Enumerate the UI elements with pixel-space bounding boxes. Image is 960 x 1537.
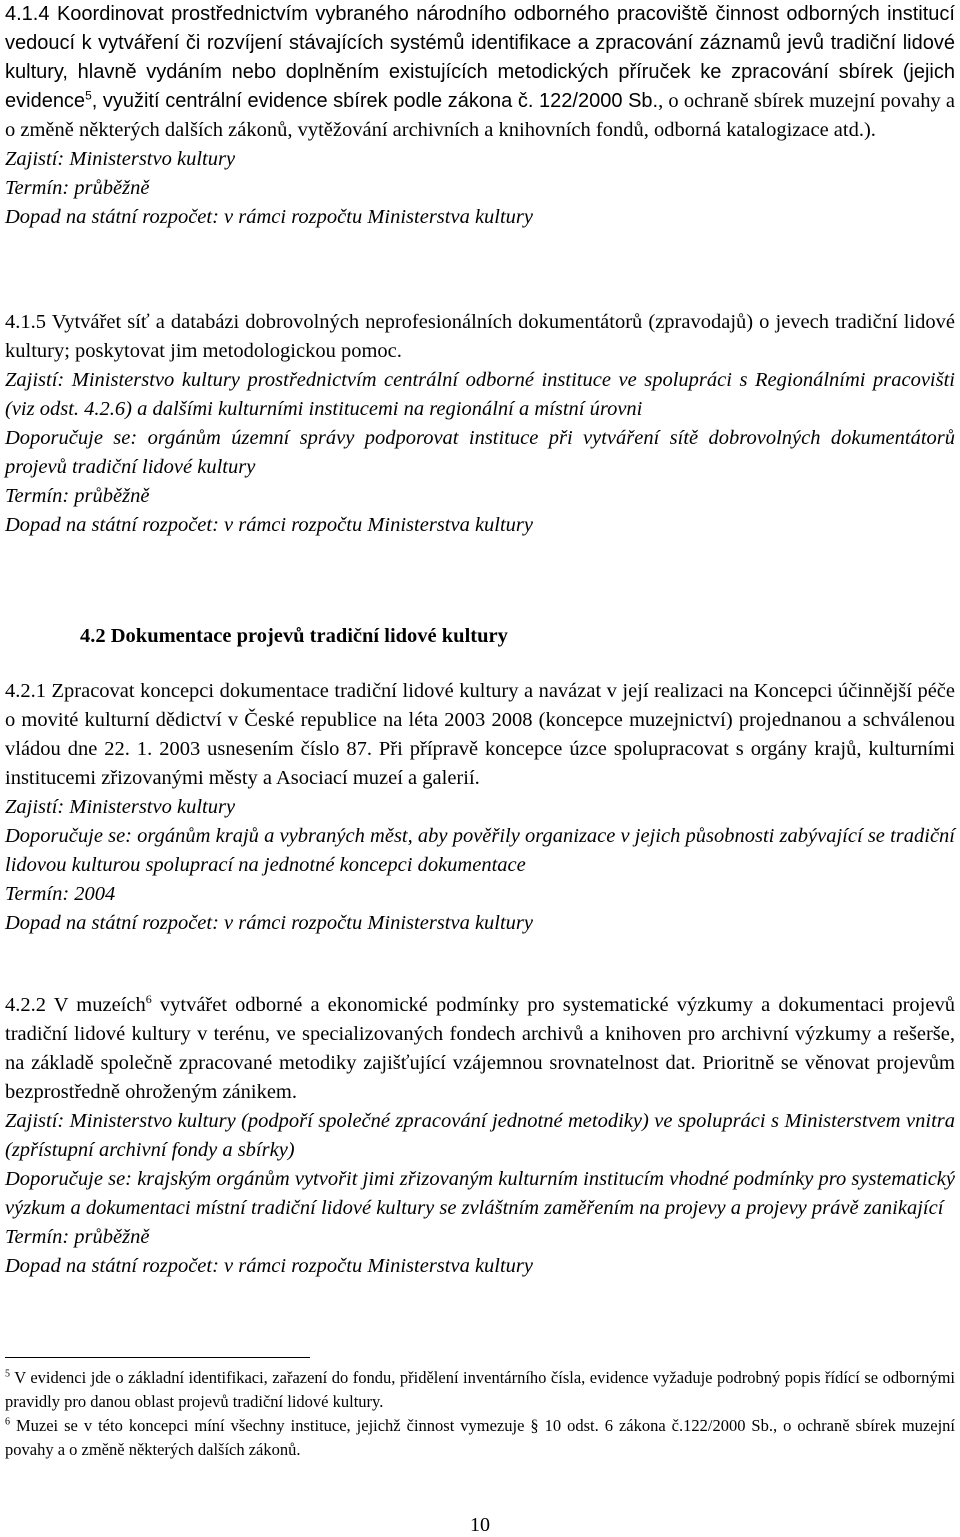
section-4-2-1-zajisti: Zajistí: Ministerstvo kultury [5, 796, 236, 818]
section-4-1-5 [5, 308, 955, 540]
section-4-2-2-zajisti: Zajistí: Ministerstvo kultury (podpoří společné zpracování jednotné metodiky) ve spolupráci s Ministerstvem vnitra (zpřístupní archivní fondy a sbírky) [5, 1110, 955, 1161]
section-4-2-2-dopad: Dopad na státní rozpočet: v rámci rozpočtu Ministerstva kultury [5, 1255, 534, 1277]
footnote-5 [5, 1366, 955, 1414]
section-4-1-5-text: 4.1.5 Vytvářet síť a databázi dobrovolných neprofesionálních dokumentátorů (zpravodajů) o jevech tradiční lidové kultury; poskytovat jim metodologickou pomoc. [5, 311, 955, 362]
section-4-2-1-dopad: Dopad na státní rozpočet: v rámci rozpočtu Ministerstva kultury [5, 912, 534, 934]
footnote-5-text: V evidenci jde o základní identifikaci, zařazení do fondu, přidělení inventárního čísla, evidence vyžaduje podrobný popis řídící se odbornými pravidly pro danou oblast projevů tradiční lidové kultury. [5, 1368, 955, 1411]
section-4-1-5-doporucuje: Doporučuje se: orgánům územní správy podporovat instituce při vytváření sítě dobrovolných dokumentátorů projevů tradiční lidové kultury [5, 427, 955, 478]
footnote-6 [5, 1414, 955, 1462]
section-4-2-1 [5, 677, 955, 938]
section-4-2-2-text [5, 991, 955, 1107]
page-number: 10 [470, 1514, 490, 1536]
section-4-2-2-doporucuje: Doporučuje se: krajským orgánům vytvořit jimi zřizovaným kulturním institucím vhodné podmínky pro systematický výzkum a dokumentaci místní tradiční lidové kultury se zvláštním zaměřením na projevy a projevy právě zanikající [5, 1168, 955, 1219]
section-4-1-4-text [5, 0, 955, 145]
footnote-6-text: Muzei se v této koncepci míní všechny instituce, jejichž činnost vymezuje § 10 odst. 6 zákona č.122/2000 Sb., o ochraně sbírek muzejní povahy a o změně některých dalších zákonů. [5, 1416, 955, 1459]
section-4-1-4-dopad: Dopad na státní rozpočet: v rámci rozpočtu Ministerstva kultury [5, 206, 534, 228]
section-4-2-2 [5, 991, 955, 1281]
section-4-1-5-zajisti: Zajistí: Ministerstvo kultury prostřednictvím centrální odborné instituce ve spolupráci s Regionálními pracovišti (viz odst. 4.2.6) a dalšími kulturními institucemi na regionální a místní úrovni [5, 369, 955, 420]
section-4-2-2-lead: 4.2.2 V muzeích [5, 994, 146, 1016]
section-4-2-2-body: vytvářet odborné a ekonomické podmínky pro systematické výzkumy a dokumentaci projevů tradiční lidové kultury v terénu, ve specializovaných fondech archivů a knihoven pro archivní výzkumy a rešerše, na základě společně zpracované metodiky zajišťující vzájemnou srovnatelnost dat. Prioritně se věnovat projevům bezprostředně ohroženým zánikem. [5, 994, 955, 1103]
section-4-2-2-termin: Termín: průběžně [5, 1226, 150, 1248]
section-4-1-4-part2: , využití centrální evidence sbírek podle zákona č. 122/2000 Sb. [91, 90, 659, 112]
footnote-separator [5, 1357, 310, 1358]
section-4-2-1-termin: Termín: 2004 [5, 883, 116, 905]
section-4-1-4-part3: , o ochraně sbírek muzejní povahy a o změně některých dalších zákonů, vytěžování archivních a knihovních fondů, odborná katalogizace atd.). [5, 90, 955, 141]
section-4-1-5-termin: Termín: průběžně [5, 485, 150, 507]
heading-4-2: 4.2 Dokumentace projevů tradiční lidové kultury [80, 625, 508, 647]
footnote-6-number: 6 [5, 1416, 10, 1428]
section-4-1-4-zajisti: Zajistí: Ministerstvo kultury [5, 148, 236, 170]
section-4-2-1-text: 4.2.1 Zpracovat koncepci dokumentace tradiční lidové kultury a navázat v její realizaci na Koncepci účinnější péče o movité kulturní dědictví v České republice na léta 2003 2008 (koncepce muzejnictví) projednanou a schválenou vládou dne 22. 1. 2003 usnesením číslo 87. Při přípravě koncepce úzce spolupracovat s orgány krajů, kulturními institucemi zřizovanými městy a Asociací muzeí a galerií. [5, 680, 955, 789]
section-4-1-4-termin: Termín: průběžně [5, 177, 150, 199]
footnote-ref-5: 5 [85, 88, 92, 103]
section-4-1-5-dopad: Dopad na státní rozpočet: v rámci rozpočtu Ministerstva kultury [5, 514, 534, 536]
section-4-2-1-doporucuje: Doporučuje se: orgánům krajů a vybraných měst, aby pověřily organizace v jejich působnosti zabývající se tradiční lidovou kulturou spoluprací na jednotné koncepci dokumentace [5, 825, 955, 876]
footnote-5-number: 5 [5, 1368, 10, 1380]
footnote-ref-6: 6 [145, 992, 152, 1007]
footnotes [5, 1366, 955, 1462]
section-4-1-4 [5, 0, 955, 232]
section-4-1-4-part1: 4.1.4 Koordinovat prostřednictvím vybraného národního odborného pracoviště činnost odborných institucí vedoucí k vytváření či rozvíjení stávajících systémů identifikace a zpracování záznamů jevů tradiční lidové kultury, hlavně vydáním nebo doplněním existujících metodických příruček ke zpracování sbírek (jejich evidence [5, 3, 955, 112]
